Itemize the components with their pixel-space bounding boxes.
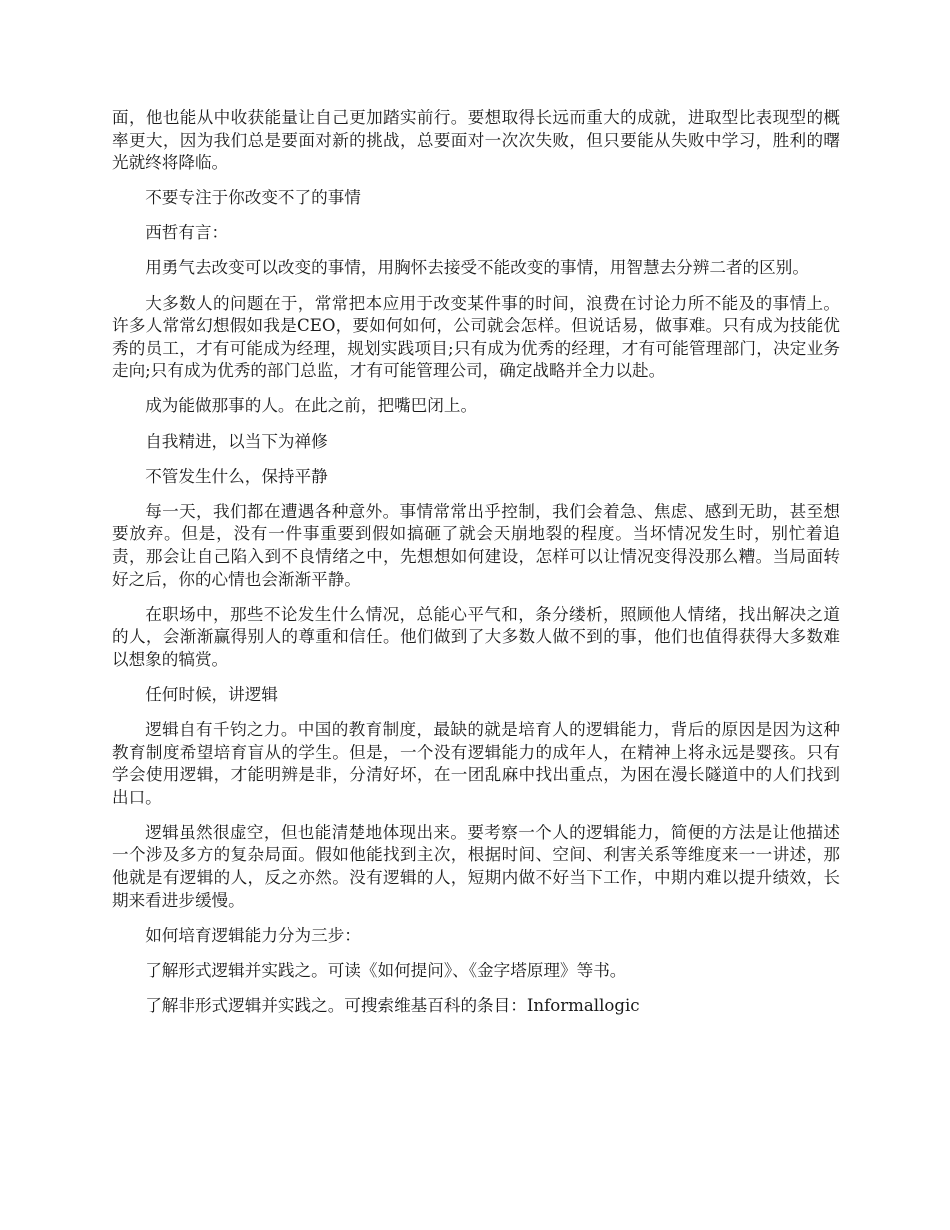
section-heading-calm: 不管发生什么，保持平静 [145,466,328,486]
document-body [112,107,840,1030]
paragraph-problem: 大多数人的问题在于，常常把本应用于改变某件事的时间，浪费在讨论力所不能及的事情上。许多人常常幻想假如我是CEO，要如何如何，公司就会怎样。但说话易，做事难。只有成为技能优秀的员工，才有可能成为经理，规划实践项目;只有成为优秀的经理，才有可能管理部门，决定业务走向;只有成为优秀的部门总监，才有可能管理公司，确定战略并全力以赴。 [112,293,840,381]
paragraph-logic-visible: 逻辑虽然很虚空，但也能清楚地体现出来。要考察一个人的逻辑能力，简便的方法是让他描述一个涉及多方的复杂局面。假如他能找到主次，根据时间、空间、利害关系等维度来一一讲述，那他就是有逻辑的人，反之亦然。没有逻辑的人，短期内做不好当下工作，中期内难以提升绩效，长期来看进步缓慢。 [112,822,840,910]
paragraph-logic-power: 逻辑自有千钧之力。中国的教育制度，最缺的就是培育人的逻辑能力，背后的原因是因为这种教育制度希望培育盲从的学生。但是，一个没有逻辑能力的成年人，在精神上将永远是婴孩。只有学会使用逻辑，才能明辨是非，分清好坏，在一团乱麻中找出重点，为困在漫长隧道中的人们找到出口。 [112,719,840,807]
paragraph-intro-continuation: 面，他也能从中收获能量让自己更加踏实前行。要想取得长远而重大的成就，进取型比表现型的概率更大，因为我们总是要面对新的挑战，总要面对一次次失败，但只要能从失败中学习，胜利的曙光就终将降临。 [112,108,840,173]
section-heading-focus: 不要专注于你改变不了的事情 [145,188,361,208]
section-heading-self-improve: 自我精进，以当下为禅修 [145,431,328,451]
paragraph-become: 成为能做那事的人。在此之前，把嘴巴闭上。 [145,396,478,416]
paragraph-quote-lead: 西哲有言： [145,223,229,243]
paragraph-step-informal: 了解非形式逻辑并实践之。可搜索维基百科的条目：Informallogic [145,995,640,1015]
paragraph-step-formal: 了解形式逻辑并实践之。可读《如何提问》、《金字塔原理》等书。 [145,960,627,980]
paragraph-everyday: 每一天，我们都在遭遇各种意外。事情常常出乎控制，我们会着急、焦虑、感到无助，甚至想要放弃。但是，没有一件事重要到假如搞砸了就会天崩地裂的程度。当坏情况发生时，别忙着追责，那会让自己陷入到不良情绪之中，先想想如何建设，怎样可以让情况变得没那么糟。当局面转好之后，你的心情也会渐渐平静。 [112,501,840,589]
paragraph-quote: 用勇气去改变可以改变的事情，用胸怀去接受不能改变的事情，用智慧去分辨二者的区别。 [145,258,809,278]
paragraph-three-steps: 如何培育逻辑能力分为三步： [145,925,361,945]
paragraph-workplace: 在职场中，那些不论发生什么情况，总能心平气和，条分缕析，照顾他人情绪，找出解决之道的人，会渐渐赢得别人的尊重和信任。他们做到了大多数人做不到的事，他们也值得获得大多数难以想象的犒赏。 [112,604,840,669]
section-heading-logic: 任何时候，讲逻辑 [145,684,278,704]
